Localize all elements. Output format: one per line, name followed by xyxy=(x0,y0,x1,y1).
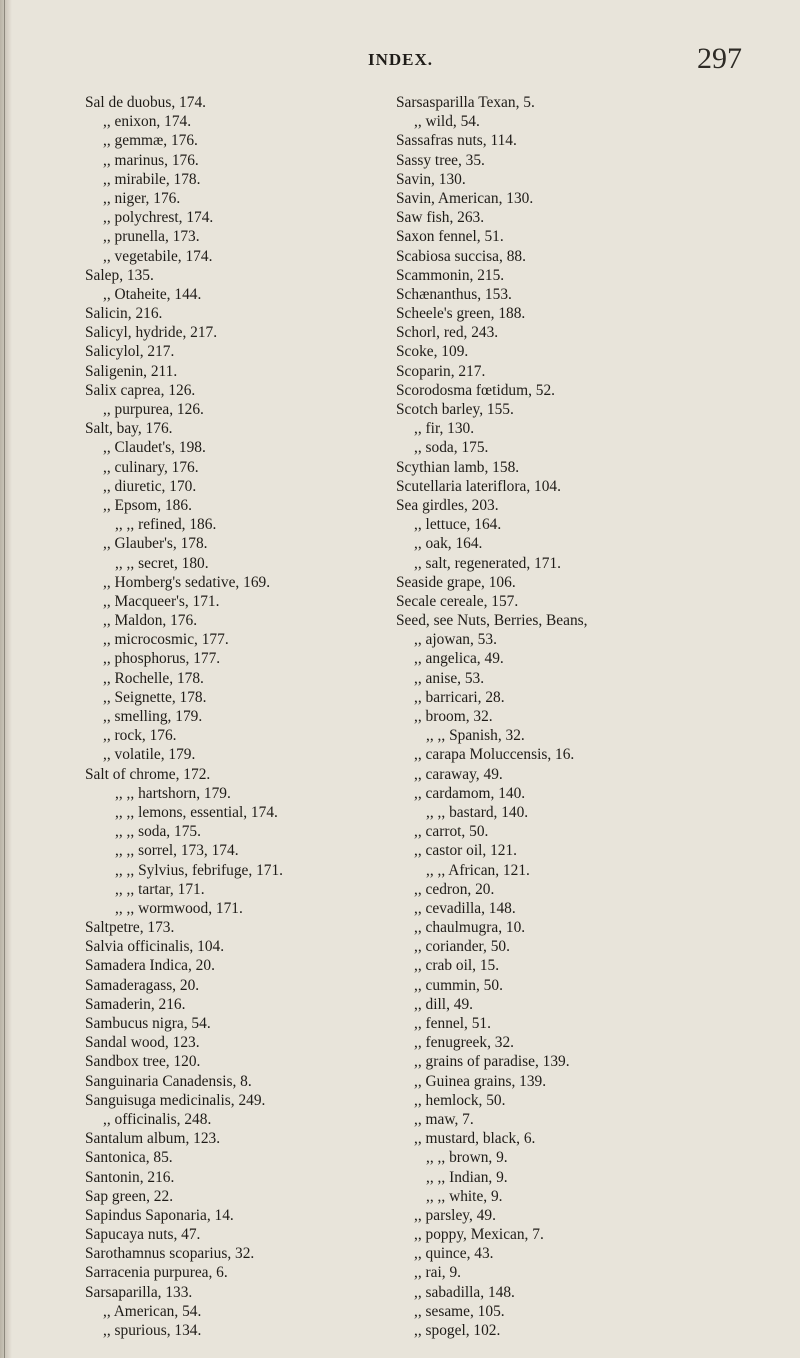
index-entry: ,, ,, brown, 9. xyxy=(426,1149,508,1167)
index-entry: ,, ,, tartar, 171. xyxy=(115,880,205,898)
index-entry: ,, broom, 32. xyxy=(414,708,493,725)
index-entry: Savin, 130. xyxy=(396,170,466,188)
index-entry: ,, ,, Sylvius, febrifuge, 171. xyxy=(115,861,283,879)
index-entry: ,, cardamom, 140. xyxy=(414,784,526,802)
index-entry: ,, ,, hartshorn, 179. xyxy=(115,784,231,802)
index-entry: Salt of chrome, 172. xyxy=(85,765,211,783)
index-entry: Sassy tree, 35. xyxy=(396,151,485,169)
index-entry: ,, vegetabile, 174. xyxy=(103,247,213,265)
index-entry: ,, officinalis, 248. xyxy=(103,1110,212,1128)
index-entry: Saxon fennel, 51. xyxy=(396,228,504,246)
index-entry: Santonin, 216. xyxy=(85,1168,175,1186)
index-entry: ,, American, 54. xyxy=(103,1302,202,1320)
index-entry: ,, Macqueer's, 171. xyxy=(103,592,220,610)
index-entry: ,, soda, 175. xyxy=(414,439,489,457)
index-entry: ,, sabadilla, 148. xyxy=(414,1283,515,1301)
index-entry: ,, Glauber's, 178. xyxy=(103,535,208,553)
index-entry: ,, spogel, 102. xyxy=(414,1322,501,1339)
index-entry: ,, enixon, 174. xyxy=(103,113,192,131)
index-entry: Sap green, 22. xyxy=(85,1187,174,1205)
index-entry: Salicin, 216. xyxy=(85,305,163,323)
index-entry: ,, salt, regenerated, 171. xyxy=(414,554,562,572)
index-entry: Sea girdles, 203. xyxy=(396,496,499,514)
index-entry: Sambucus nigra, 54. xyxy=(85,1015,211,1032)
index-entry: ,, ,, lemons, essential, 174. xyxy=(115,803,278,821)
index-entry: Saligenin, 211. xyxy=(85,362,178,380)
index-entry: Saw fish, 263. xyxy=(396,209,485,227)
index-entry: ,, ,, wormwood, 171. xyxy=(115,899,243,917)
index-entry: ,, Claudet's, 198. xyxy=(103,439,206,457)
index-entry: Sal de duobus, 174. xyxy=(85,94,206,111)
page-header xyxy=(0,42,800,80)
index-entry: ,, ,, Spanish, 32. xyxy=(426,727,525,745)
index-entry: ,, purpurea, 126. xyxy=(103,401,204,418)
index-entry: ,, smelling, 179. xyxy=(103,708,203,725)
index-entry: ,, Guinea grains, 139. xyxy=(414,1072,547,1090)
index-entry: ,, ,, bastard, 140. xyxy=(426,803,529,821)
index-entry: ,, prunella, 173. xyxy=(103,228,200,246)
index-entry: ,, cevadilla, 148. xyxy=(414,899,516,917)
running-title: INDEX. xyxy=(368,50,434,69)
index-entry: ,, caraway, 49. xyxy=(414,765,503,783)
index-entry: Salt, bay, 176. xyxy=(85,420,173,438)
index-entry: ,, barricari, 28. xyxy=(414,688,505,706)
index-entry: Scheele's green, 188. xyxy=(396,305,526,323)
index-entry: ,, ,, African, 121. xyxy=(426,861,530,879)
index-entry: Sarsaparilla, 133. xyxy=(85,1283,193,1301)
index-entry: ,, phosphorus, 177. xyxy=(103,650,221,668)
index-entry: ,, rock, 176. xyxy=(103,727,177,745)
index-entry: Sassafras nuts, 114. xyxy=(396,132,517,150)
index-entry: Salicyl, hydride, 217. xyxy=(85,324,218,342)
index-entry: Sandbox tree, 120. xyxy=(85,1053,201,1071)
index-entry: ,, Otaheite, 144. xyxy=(103,285,202,303)
index-entry: Scotch barley, 155. xyxy=(396,401,514,418)
index-entry: ,, oak, 164. xyxy=(414,535,483,553)
index-entry: ,, grains of paradise, 139. xyxy=(414,1053,570,1071)
index-entry: ,, lettuce, 164. xyxy=(414,516,502,534)
page-number: 297 xyxy=(697,42,742,75)
index-entry: ,, ,, Indian, 9. xyxy=(426,1168,508,1186)
index-entry: ,, ,, secret, 180. xyxy=(115,554,209,572)
index-entry: Scoparin, 217. xyxy=(396,362,486,380)
index-entry: Santonica, 85. xyxy=(85,1149,173,1167)
index-entry: ,, mustard, black, 6. xyxy=(414,1130,536,1148)
index-entry: Samadera Indica, 20. xyxy=(85,957,215,975)
index-entry: ,, hemlock, 50. xyxy=(414,1091,506,1109)
index-entry: Santalum album, 123. xyxy=(85,1130,221,1148)
index-entry: ,, polychrest, 174. xyxy=(103,209,214,227)
index-entry: ,, cummin, 50. xyxy=(414,976,503,994)
index-entry: ,, microcosmic, 177. xyxy=(103,631,229,649)
index-entry: ,, Seignette, 178. xyxy=(103,688,207,706)
index-entry: ,, poppy, Mexican, 7. xyxy=(414,1226,544,1244)
index-entry: ,, coriander, 50. xyxy=(414,938,510,956)
index-entry: ,, Epsom, 186. xyxy=(103,496,192,514)
index-column-left xyxy=(85,93,405,1340)
index-entry: ,, Rochelle, 178. xyxy=(103,669,204,687)
index-entry: ,, ,, sorrel, 173, 174. xyxy=(115,842,239,860)
index-entry: Scoke, 109. xyxy=(396,343,469,361)
index-entry: ,, quince, 43. xyxy=(414,1245,494,1263)
index-entry: ,, volatile, 179. xyxy=(103,746,196,764)
index-entry: Samaderin, 216. xyxy=(85,995,186,1013)
index-entry: Seaside grape, 106. xyxy=(396,573,516,591)
index-entry: ,, fir, 130. xyxy=(414,420,475,438)
page-spine-shadow xyxy=(0,0,12,1358)
index-entry: ,, dill, 49. xyxy=(414,995,473,1013)
index-entry: ,, cedron, 20. xyxy=(414,880,495,898)
index-entry: Sanguinaria Canadensis, 8. xyxy=(85,1072,252,1090)
index-entry: Sapindus Saponaria, 14. xyxy=(85,1206,234,1224)
index-entry: ,, ajowan, 53. xyxy=(414,631,497,649)
index-entry: ,, castor oil, 121. xyxy=(414,842,518,860)
index-entry: ,, Homberg's sedative, 169. xyxy=(103,573,271,591)
index-entry: ,, rai, 9. xyxy=(414,1264,462,1282)
index-entry: ,, gemmæ, 176. xyxy=(103,132,198,150)
index-entry: Sanguisuga medicinalis, 249. xyxy=(85,1091,266,1109)
index-entry: ,, maw, 7. xyxy=(414,1110,474,1128)
index-entry: ,, anise, 53. xyxy=(414,669,485,687)
index-entry: Sandal wood, 123. xyxy=(85,1034,200,1052)
index-entry: ,, crab oil, 15. xyxy=(414,957,500,975)
index-entry: Scutellaria lateriflora, 104. xyxy=(396,477,561,495)
index-entry: Scythian lamb, 158. xyxy=(396,458,520,476)
index-entry: Salix caprea, 126. xyxy=(85,381,196,399)
index-entry: Scabiosa succisa, 88. xyxy=(396,247,526,265)
index-entry: Savin, American, 130. xyxy=(396,189,534,207)
index-entry: ,, ,, soda, 175. xyxy=(115,823,201,841)
index-entry: ,, wild, 54. xyxy=(414,113,480,131)
index-entry: Salep, 135. xyxy=(85,266,154,284)
index-entry: Seed, see Nuts, Berries, Beans, xyxy=(396,612,588,630)
index-entry: ,, niger, 176. xyxy=(103,189,181,207)
index-entry: Salicylol, 217. xyxy=(85,343,175,361)
index-entry: ,, angelica, 49. xyxy=(414,650,504,668)
index-entry: Saltpetre, 173. xyxy=(85,919,175,937)
index-entry: ,, fennel, 51. xyxy=(414,1015,491,1032)
index-entry: Scammonin, 215. xyxy=(396,266,505,284)
index-entry: ,, ,, refined, 186. xyxy=(115,516,217,534)
index-entry: Sarsasparilla Texan, 5. xyxy=(396,94,535,111)
index-entry: Sarracenia purpurea, 6. xyxy=(85,1264,228,1282)
index-entry: ,, ,, white, 9. xyxy=(426,1187,503,1205)
index-entry: ,, carrot, 50. xyxy=(414,823,489,841)
index-entry: ,, spurious, 134. xyxy=(103,1322,202,1339)
index-column-right xyxy=(396,93,796,1340)
index-entry: ,, mirabile, 178. xyxy=(103,170,201,188)
index-entry: Samaderagass, 20. xyxy=(85,976,200,994)
index-entry: ,, Maldon, 176. xyxy=(103,612,198,630)
index-entry: ,, carapa Moluccensis, 16. xyxy=(414,746,575,764)
index-entry: ,, marinus, 176. xyxy=(103,151,199,169)
index-entry: Salvia officinalis, 104. xyxy=(85,938,225,956)
page-edge-line xyxy=(4,0,5,1358)
index-entry: ,, diuretic, 170. xyxy=(103,477,197,495)
index-entry: Scorodosma fœtidum, 52. xyxy=(396,381,556,399)
index-entry: ,, parsley, 49. xyxy=(414,1206,496,1224)
index-entry: ,, chaulmugra, 10. xyxy=(414,919,526,937)
index-entry: ,, culinary, 176. xyxy=(103,458,199,476)
index-entry: Schænanthus, 153. xyxy=(396,285,512,303)
index-entry: Sapucaya nuts, 47. xyxy=(85,1226,201,1244)
index-entry: ,, sesame, 105. xyxy=(414,1302,505,1320)
index-entry: Schorl, red, 243. xyxy=(396,324,499,342)
index-entry: Secale cereale, 157. xyxy=(396,592,519,610)
index-entry: Sarothamnus scoparius, 32. xyxy=(85,1245,255,1263)
index-entry: ,, fenugreek, 32. xyxy=(414,1034,515,1052)
